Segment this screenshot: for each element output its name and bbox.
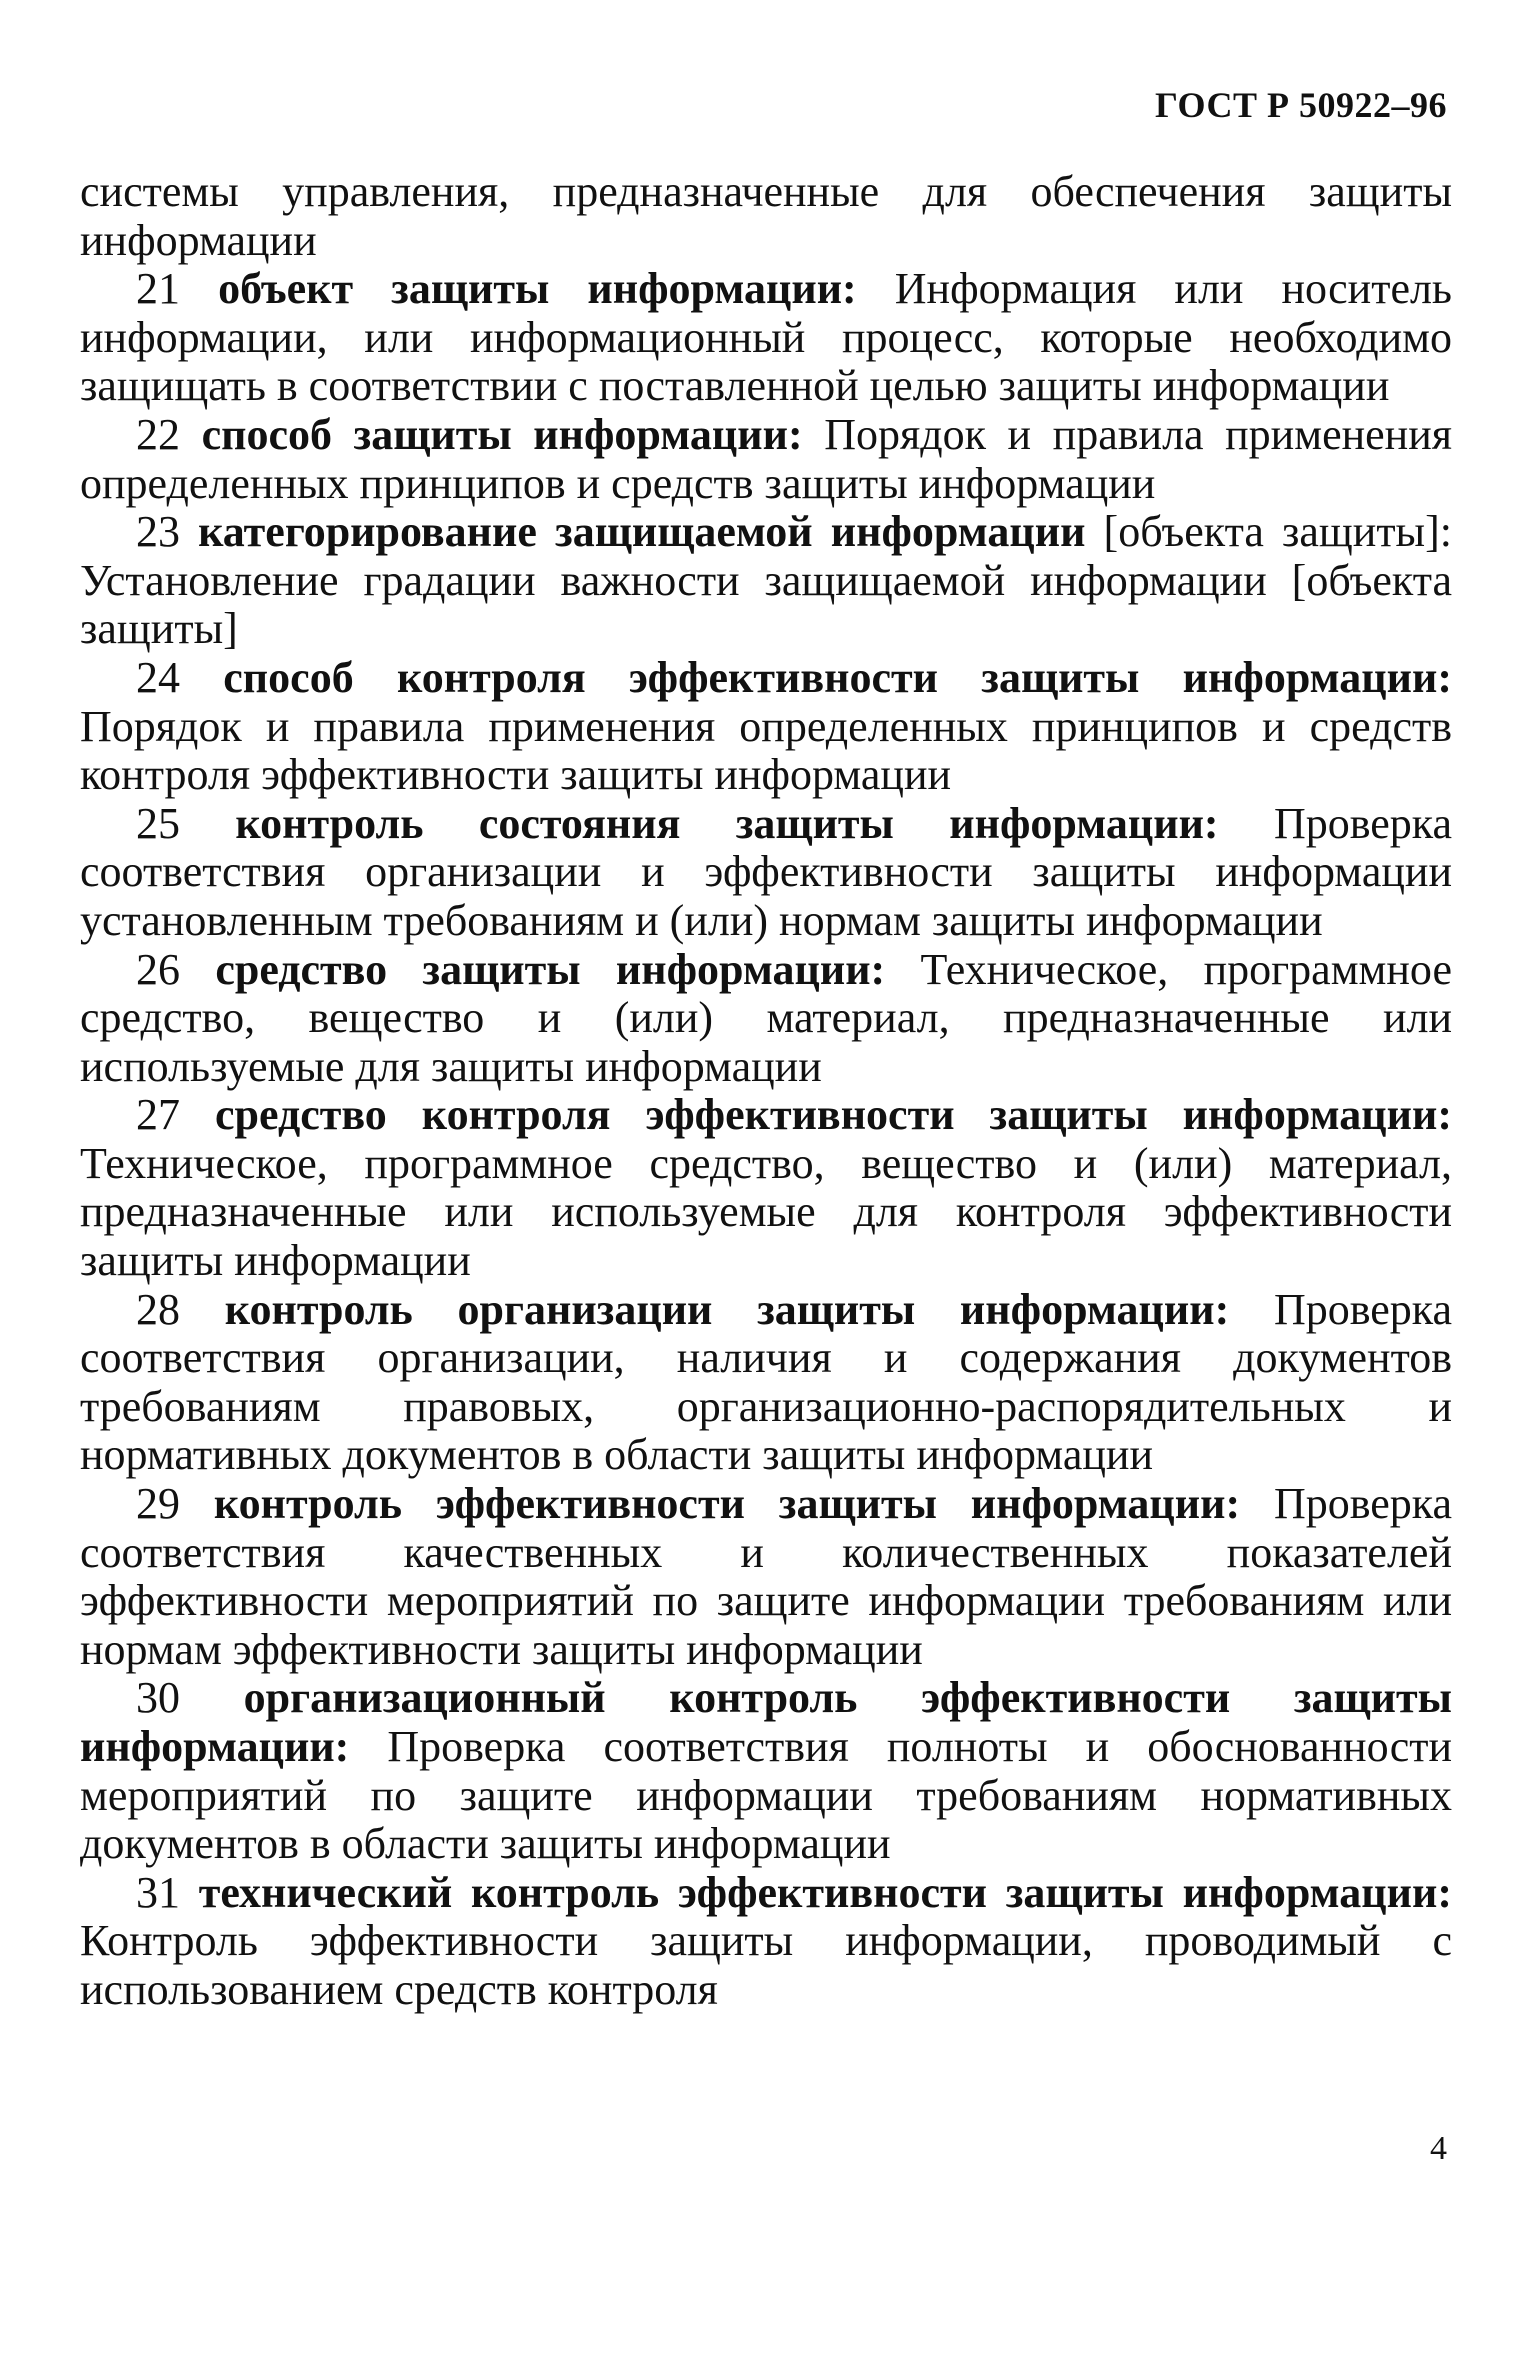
definition-number: 21: [136, 264, 180, 314]
definition-term: способ контроля эффективности защиты информации:: [223, 652, 1453, 702]
definition-text: Порядок и правила применения определенных принципов и средств защиты информации: [80, 409, 1453, 508]
definition-29: [80, 1480, 1452, 1674]
definition-term: способ защиты информации:: [201, 409, 803, 459]
definition-term: контроль эффективности защиты информации:: [213, 1479, 1241, 1529]
definition-number: 25: [136, 798, 180, 848]
definition-21: [80, 265, 1452, 411]
definition-number: 29: [136, 1479, 180, 1529]
document-code: ГОСТ Р 50922–96: [1155, 85, 1447, 125]
definition-25: [80, 800, 1452, 946]
definition-number: 27: [136, 1090, 180, 1140]
definition-number: 26: [136, 944, 180, 994]
definition-number: 23: [136, 507, 180, 557]
page-number: 4: [1430, 2130, 1447, 2167]
definition-text: Проверка соответствия организации и эффективности защиты информации установленным требованиям и (или) нормам защиты информации: [80, 798, 1452, 945]
definition-30: [80, 1674, 1452, 1868]
definition-term: организационный контроль эффективности защиты информации:: [80, 1673, 1452, 1771]
definition-text: [объекта защиты]: Установление градации важности защищаемой информации [объекта защиты]: [80, 507, 1452, 654]
definition-term: контроль организации защиты информации:: [224, 1284, 1230, 1334]
definition-text: Контроль эффективности защиты информации, проводимый с использованием средств контроля: [80, 1916, 1452, 2014]
definition-31: [80, 1869, 1452, 2015]
definition-27: [80, 1091, 1452, 1285]
definition-26: [80, 946, 1452, 1092]
intro-continuation: системы управления, предназначенные для обеспечения защиты информации: [80, 167, 1452, 265]
definition-term: средство защиты информации:: [215, 944, 886, 994]
definition-22: [80, 411, 1452, 508]
definition-number: 24: [136, 652, 180, 702]
definition-term: технический контроль эффективности защиты информации:: [198, 1867, 1452, 1917]
definition-term: объект защиты информации:: [218, 264, 857, 314]
definition-text: Техническое, программное средство, вещество и (или) материал, предназначенные или используемые для защиты информации: [80, 944, 1452, 1091]
definition-23: [80, 508, 1452, 654]
definition-text: Проверка соответствия полноты и обоснованности мероприятий по защите информации требованиям нормативных документов в области защиты информации: [80, 1722, 1452, 1869]
definition-number: 31: [136, 1867, 180, 1917]
definition-24: [80, 654, 1452, 800]
definition-number: 22: [136, 409, 180, 459]
definition-text: Информация или носитель информации, или информационный процесс, которые необходимо защищать в соответствии с поставленной целью защиты информации: [80, 264, 1453, 411]
definition-text: Проверка соответствия организации, наличия и содержания документов требованиям правовых, организационно-распорядительных и нормативных документов в области защиты информации: [80, 1284, 1453, 1480]
definition-28: [80, 1286, 1452, 1480]
definition-term: контроль состояния защиты информации:: [235, 798, 1219, 848]
definition-term: средство контроля эффективности защиты информации:: [215, 1090, 1452, 1140]
definition-text: Техническое, программное средство, вещество и (или) материал, предназначенные или используемые для контроля эффективности защиты информации: [80, 1138, 1452, 1286]
definition-number: 30: [136, 1673, 180, 1723]
definition-text: Порядок и правила применения определенных принципов и средств контроля эффективности защиты информации: [80, 701, 1452, 800]
definition-text: Проверка соответствия качественных и количественных показателей эффективности мероприятий по защите информации требованиям или нормам эффективности защиты информации: [80, 1479, 1453, 1674]
definition-term: категорирование защищаемой информации: [198, 507, 1086, 557]
definitions-body: [80, 168, 1452, 2015]
definition-number: 28: [136, 1284, 180, 1334]
